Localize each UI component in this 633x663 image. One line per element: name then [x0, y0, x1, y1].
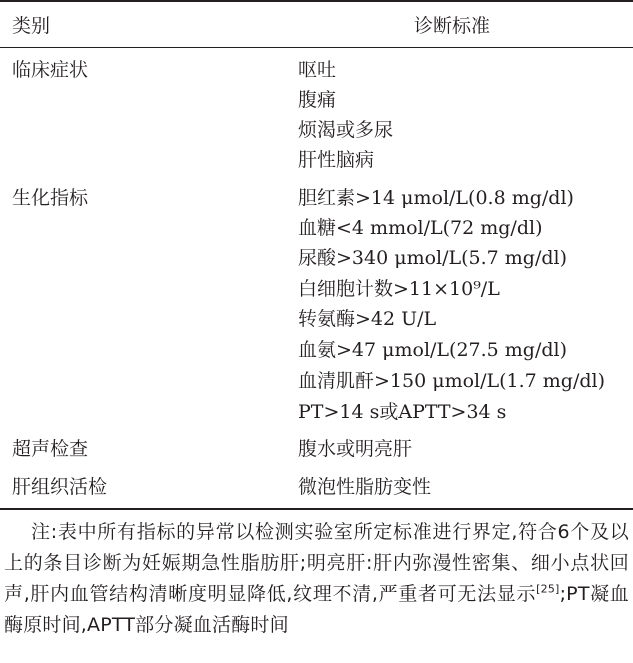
criterion-item: 微泡性脂肪变性: [298, 476, 432, 498]
category-ultrasound: 超声检查: [12, 438, 89, 460]
criterion-item: 胆红素>14 μmol/L(0.8 mg/dl): [298, 187, 574, 209]
header-criteria: 诊断标准: [414, 15, 491, 37]
reference-marker: [25]: [536, 582, 560, 596]
criterion-item: 转氨酶>42 U/L: [298, 308, 437, 330]
criterion-item: 尿酸>340 μmol/L(5.7 mg/dl): [298, 247, 568, 269]
footnote-text-tail: ;PT凝血酶原时间,APTT部分凝血活酶时间: [4, 583, 630, 636]
criterion-item: PT>14 s或APTT>34 s: [298, 401, 507, 423]
criterion-item: 腹水或明亮肝: [298, 438, 413, 460]
footnote-text: 注:表中所有指标的异常以检测实验室所定标准进行界定,符合6个及以上的条目诊断为妊娠期急性脂肪肝;明亮肝:肝内弥漫性密集、细小点状回声,肝内血管结构清晰度明显降低,纹理不清,严重者可无法显示: [4, 521, 629, 605]
header-category: 类别: [12, 15, 51, 37]
category-biochemical-indicators: 生化指标: [12, 187, 89, 209]
criterion-item: 呕吐: [298, 59, 337, 81]
criterion-item: 腹痛: [298, 89, 337, 111]
criterion-item: 白细胞计数>11×10⁹/L: [298, 278, 500, 300]
table-top-rule: [0, 0, 633, 2]
criterion-item: 血糖<4 mmol/L(72 mg/dl): [298, 217, 543, 239]
table-header-rule: [0, 47, 633, 48]
criterion-item: 肝性脑病: [298, 149, 375, 171]
table-footnote: [4, 517, 629, 641]
criterion-item: 血清肌酐>150 μmol/L(1.7 mg/dl): [298, 370, 606, 392]
criterion-item: 烦渴或多尿: [298, 119, 394, 141]
category-clinical-symptoms: 临床症状: [12, 59, 89, 81]
category-liver-biopsy: 肝组织活检: [12, 476, 108, 498]
table-bottom-rule: [0, 508, 633, 510]
criterion-item: 血氨>47 μmol/L(27.5 mg/dl): [298, 339, 568, 361]
